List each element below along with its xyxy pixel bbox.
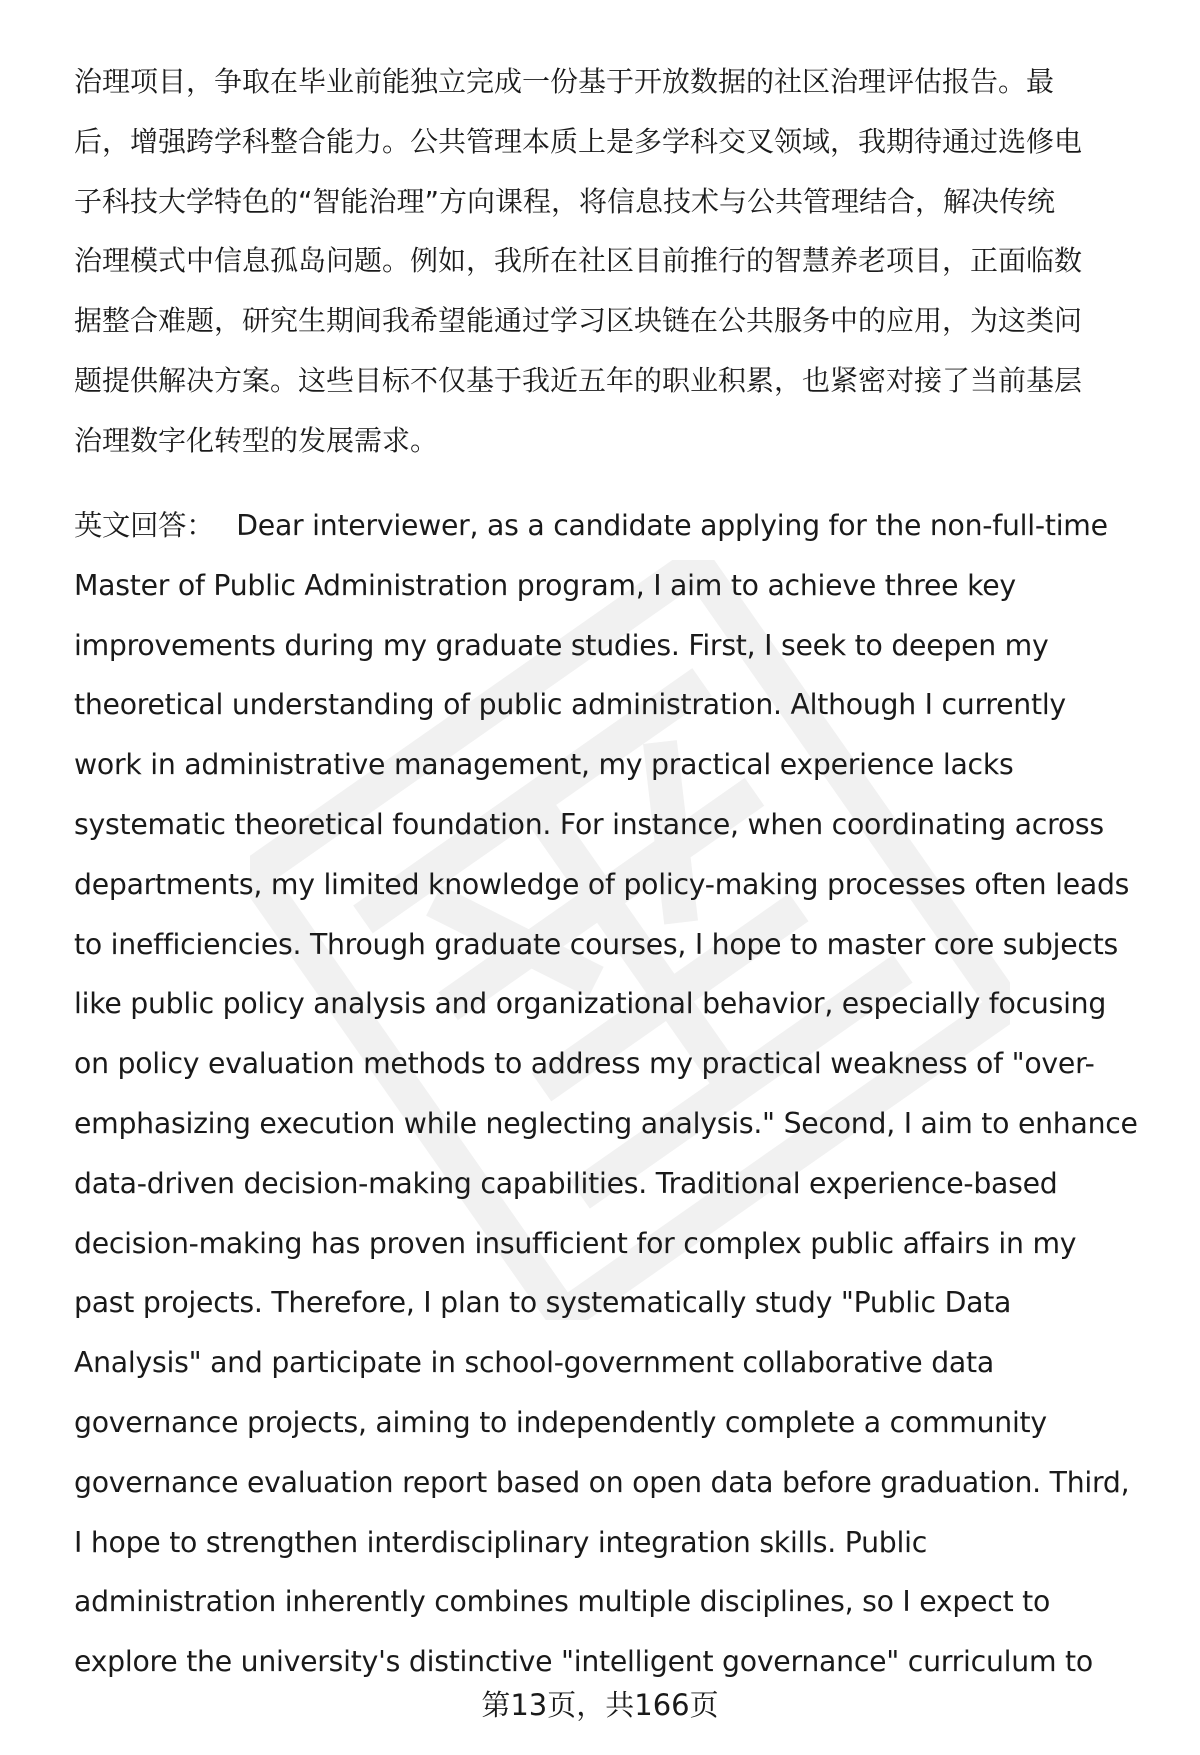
answer-first-line	[74, 496, 1154, 556]
answer-line: systematic theoretical foundation. For instance, when coordinating across	[74, 807, 1104, 841]
english-answer	[74, 496, 1154, 1692]
answer-text: Dear interviewer, as a candidate applying for the non-full-time	[236, 509, 1108, 542]
answer-line: governance evaluation report based on open data before graduation. Third,	[74, 1465, 1130, 1499]
answer-line: departments, my limited knowledge of policy-making processes often leads	[74, 867, 1130, 901]
answer-line: Analysis" and participate in school-government collaborative data	[74, 1346, 994, 1380]
chinese-paragraph	[74, 52, 1154, 471]
answer-line: governance projects, aiming to independently complete a community	[74, 1405, 1047, 1439]
answer-line: improvements during my graduate studies. First, I seek to deepen my	[74, 628, 1049, 662]
paragraph-line: 治理模式中信息孤岛问题。例如，我所在社区目前推行的智慧养老项目，正面临数	[74, 244, 1083, 278]
paragraph-line: 子科技大学特色的“智能治理”方向课程，将信息技术与公共管理结合，解决传统	[74, 184, 1056, 218]
paragraph-line: 据整合难题，研究生期间我希望能通过学习区块链在公共服务中的应用，为这类问	[74, 304, 1083, 338]
answer-line: Master of Public Administration program, I aim to achieve three key	[74, 568, 1016, 602]
answer-label: 英文回答：	[74, 509, 215, 542]
answer-line: on policy evaluation methods to address my practical weakness of "over-	[74, 1047, 1095, 1081]
answer-line: emphasizing execution while neglecting analysis." Second, I aim to enhance	[74, 1106, 1138, 1140]
answer-line: to inefficiencies. Through graduate courses, I hope to master core subjects	[74, 927, 1119, 961]
paragraph-line: 题提供解决方案。这些目标不仅基于我近五年的职业积累，也紧密对接了当前基层	[74, 363, 1083, 397]
paragraph-line: 治理项目，争取在毕业前能独立完成一份基于开放数据的社区治理评估报告。最	[74, 65, 1055, 98]
paragraph-line: 治理数字化转型的发展需求。	[74, 423, 439, 457]
answer-line: like public policy analysis and organizational behavior, especially focusing	[74, 987, 1107, 1021]
page-number: 第13页，共166页	[481, 1688, 719, 1722]
answer-line: administration inherently combines multiple disciplines, so I expect to	[74, 1585, 1051, 1619]
answer-line: I hope to strengthen interdisciplinary integration skills. Public	[74, 1525, 928, 1559]
paragraph-line: 后，增强跨学科整合能力。公共管理本质上是多学科交叉领域，我期待通过选修电	[74, 124, 1083, 158]
answer-line: decision-making has proven insufficient for complex public affairs in my	[74, 1226, 1077, 1260]
answer-line: theoretical understanding of public administration. Although I currently	[74, 688, 1066, 722]
answer-line: work in administrative management, my practical experience lacks	[74, 748, 1014, 782]
answer-line: data-driven decision-making capabilities. Traditional experience-based	[74, 1166, 1058, 1200]
answer-line: past projects. Therefore, I plan to systematically study "Public Data	[74, 1286, 1012, 1320]
answer-line: explore the university's distinctive "intelligent governance" curriculum to	[74, 1645, 1093, 1679]
